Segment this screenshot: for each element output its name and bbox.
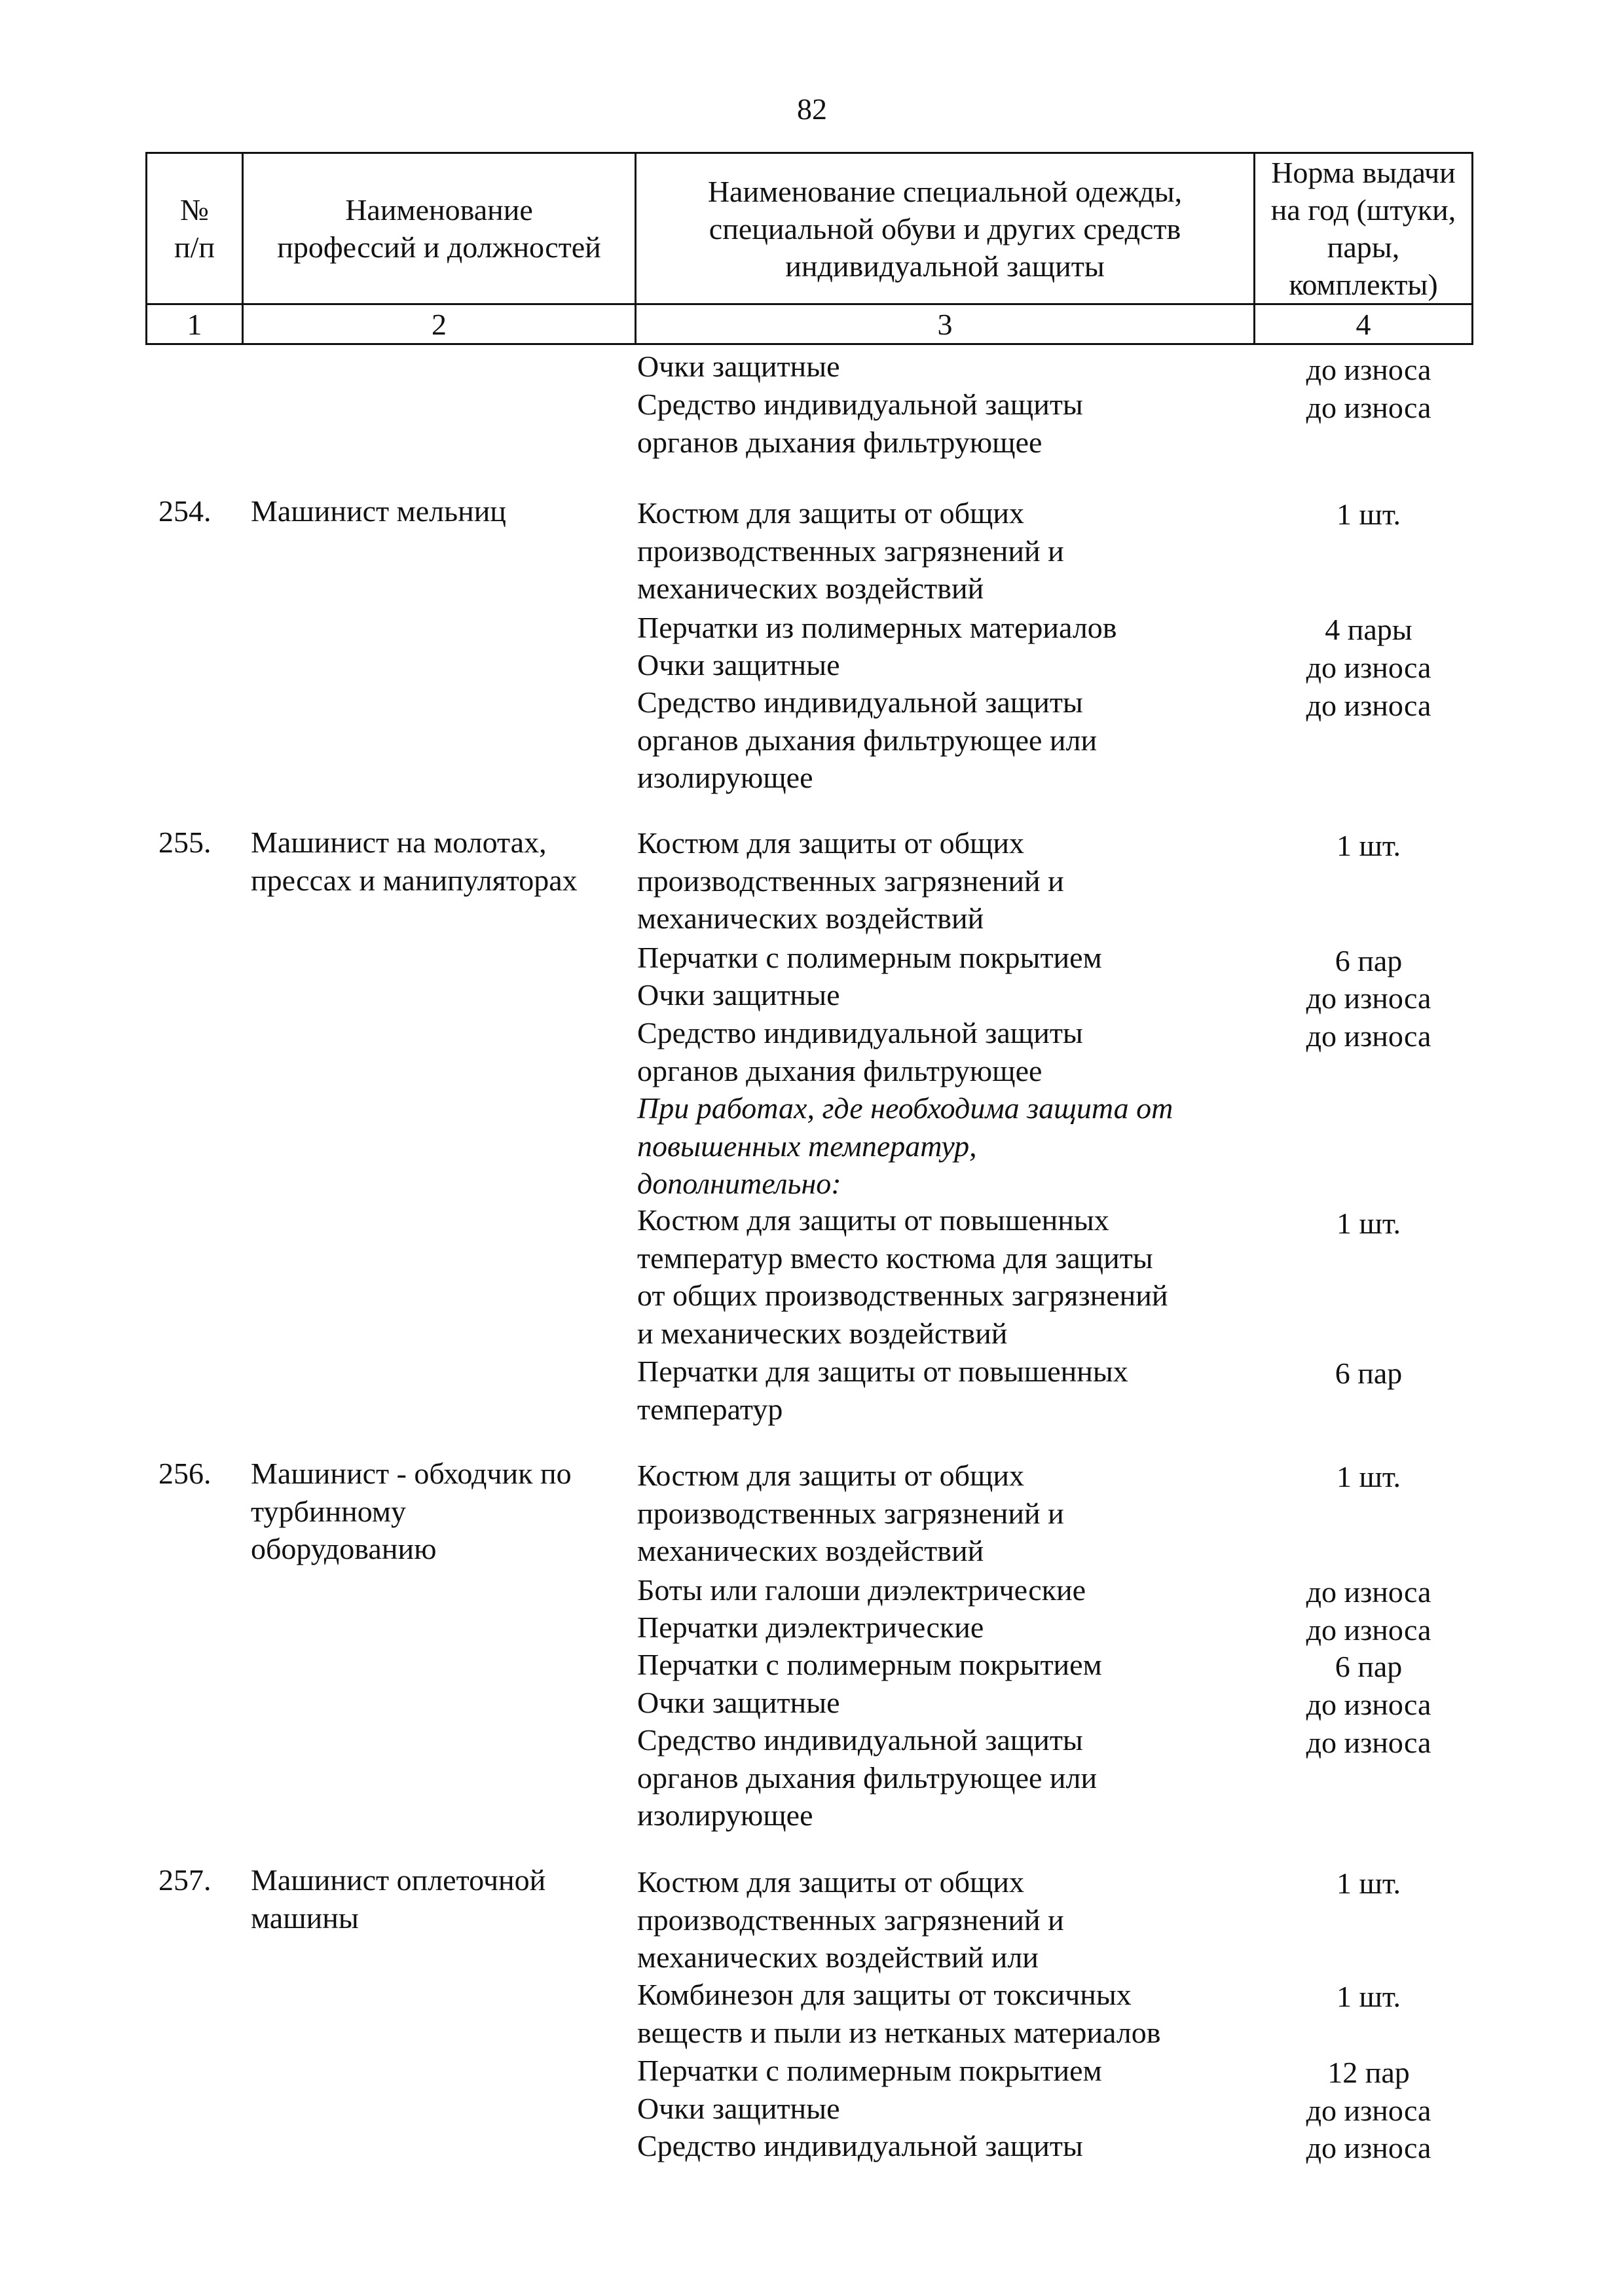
- entry-item: Очки защитные: [637, 648, 840, 682]
- entry-item: Средство индивидуальной защиты органов дыхания фильтрующее или изолирующее: [637, 1723, 1098, 1832]
- entry-note: При работах, где необходима защита от повышенных температур, дополнительно:: [637, 1091, 1173, 1200]
- entry-number: 255.: [158, 826, 212, 859]
- entry-number: 257.: [158, 1863, 212, 1897]
- entry-item: Средство индивидуальной защиты органов дыхания фильтрующее или изолирующее: [637, 685, 1098, 794]
- entry-norm: 1 шт.: [1336, 829, 1401, 862]
- entry-item: Очки защитные: [637, 2092, 840, 2125]
- entry-norm: до износа: [1306, 689, 1431, 722]
- entry-item: Перчатки диэлектрические: [637, 1611, 984, 1644]
- entry-item: Перчатки из полимерных материалов: [637, 611, 1117, 644]
- page-number: 82: [797, 92, 827, 126]
- entry-norm: 1 шт.: [1336, 1460, 1401, 1493]
- entry-item: Перчатки с полимерным покрытием: [637, 1648, 1102, 1681]
- entry-norm: 12 пар: [1327, 2056, 1410, 2089]
- norm-continuation-1: до износа: [1306, 391, 1431, 424]
- entry-norm: 6 пар: [1335, 944, 1403, 977]
- entry-norm: 1 шт.: [1336, 498, 1401, 531]
- entry-norm: 6 пар: [1335, 1357, 1403, 1390]
- entry-norm: до износа: [1306, 981, 1431, 1015]
- entry-norm: до износа: [1306, 1613, 1431, 1647]
- column-number-2: 2: [243, 304, 636, 344]
- entry-norm: 1 шт.: [1336, 1980, 1401, 2013]
- entry-profession: Машинист на молотах, прессах и манипуляторах: [251, 826, 578, 897]
- entry-norm: до износа: [1306, 1688, 1431, 1721]
- entry-profession: Машинист оплеточной машины: [251, 1863, 546, 1935]
- header-equipment: Наименование специальной одежды, специальной обуви и других средств индивидуальной защиты: [636, 153, 1255, 304]
- entry-item: Костюм для защиты от общих производственных загрязнений и механических воздействий: [637, 496, 1064, 605]
- entry-norm: 1 шт.: [1336, 1207, 1401, 1240]
- entry-norm: до износа: [1306, 651, 1431, 684]
- entry-number: 256.: [158, 1457, 212, 1490]
- column-number-1: 1: [147, 304, 243, 344]
- entry-norm: 4 пары: [1325, 613, 1412, 646]
- norm-continuation-0: до износа: [1306, 353, 1431, 386]
- column-number-4: 4: [1255, 304, 1473, 344]
- header-norm: Норма выдачи на год (штуки, пары, комплекты): [1255, 153, 1473, 304]
- entry-profession: Машинист мельниц: [251, 494, 506, 528]
- entry-item: Перчатки с полимерным покрытием: [637, 941, 1102, 974]
- entry-item: Костюм для защиты от общих производственных загрязнений и механических воздействий: [637, 826, 1064, 935]
- header-profession: Наименование профессий и должностей: [243, 153, 636, 304]
- entry-norm: до износа: [1306, 2131, 1431, 2164]
- entry-item: Средство индивидуальной защиты органов дыхания фильтрующее: [637, 1016, 1083, 1087]
- entry-item: Очки защитные: [637, 978, 840, 1011]
- entry-norm: до износа: [1306, 1726, 1431, 1759]
- entry-norm: до износа: [1306, 2094, 1431, 2127]
- entry-item: Комбинезон для защиты от токсичных веществ и пыли из нетканых материалов: [637, 1978, 1161, 2049]
- column-number-3: 3: [636, 304, 1255, 344]
- entry-item: Очки защитные: [637, 1686, 840, 1719]
- header-number: № п/п: [147, 153, 243, 304]
- entry-item: Боты или галоши диэлектрические: [637, 1573, 1086, 1607]
- item-continuation-1: Средство индивидуальной защиты органов дыхания фильтрующее: [637, 388, 1083, 459]
- entry-item: Костюм для защиты от общих производственных загрязнений и механических воздействий или: [637, 1865, 1064, 1974]
- entry-norm: 6 пар: [1335, 1650, 1403, 1683]
- entry-item: Перчатки с полимерным покрытием: [637, 2054, 1102, 2087]
- item-continuation-0: Очки защитные: [637, 350, 840, 383]
- entry-number: 254.: [158, 494, 212, 528]
- entry-item: Перчатки для защиты от повышенных температур: [637, 1355, 1128, 1426]
- entry-norm: до износа: [1306, 1575, 1431, 1609]
- entry-norm: 1 шт.: [1336, 1867, 1401, 1900]
- entry-item: Костюм для защиты от общих производственных загрязнений и механических воздействий: [637, 1459, 1064, 1567]
- entry-item: Средство индивидуальной защиты: [637, 2129, 1083, 2162]
- entry-item: Костюм для защиты от повышенных температур вместо костюма для защиты от общих производственных загрязнений и механических воздействий: [637, 1203, 1168, 1350]
- entry-norm: до износа: [1306, 1019, 1431, 1053]
- table-header: [145, 152, 1473, 345]
- entry-profession: Машинист - обходчик по турбинному оборудованию: [251, 1457, 572, 1565]
